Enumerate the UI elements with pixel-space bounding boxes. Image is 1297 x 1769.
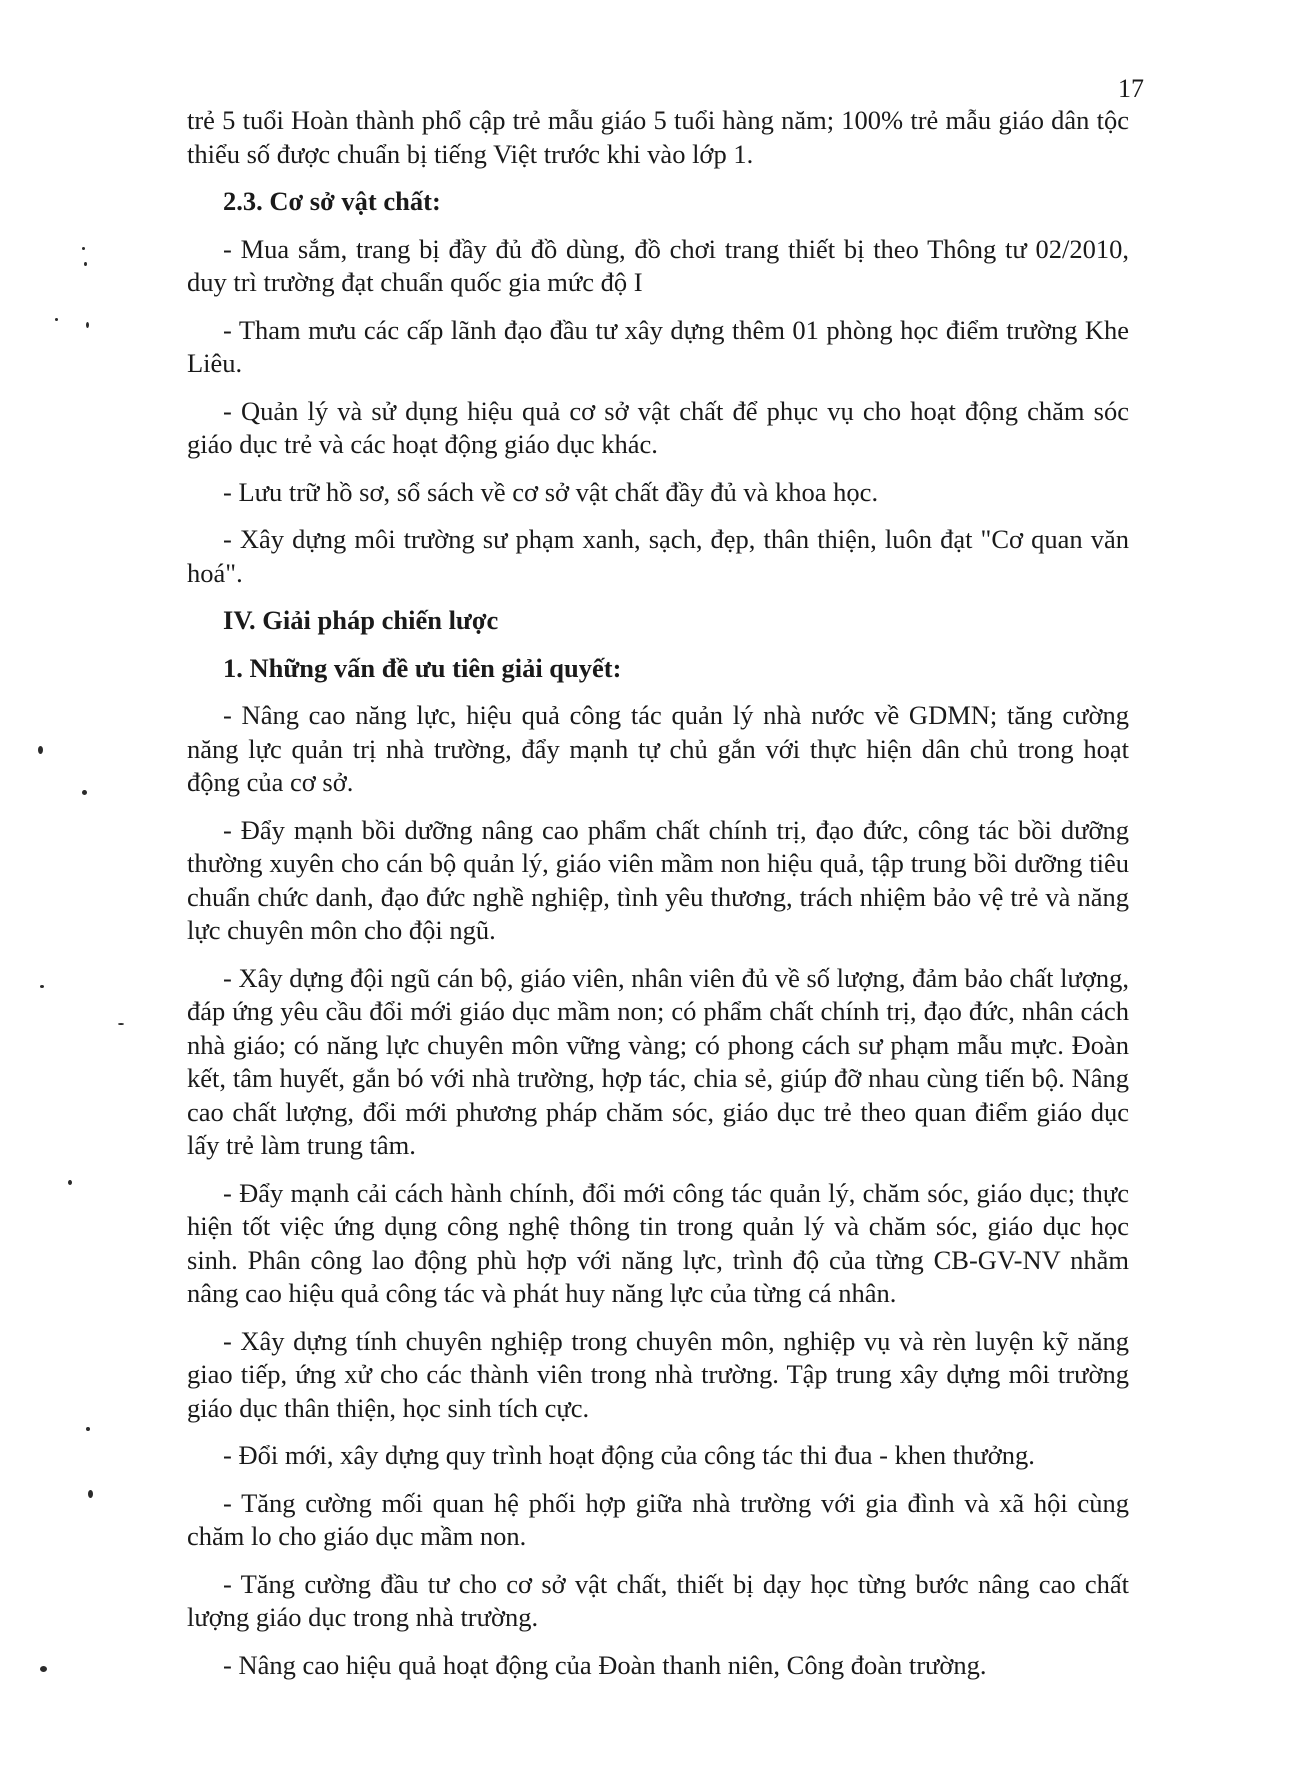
paragraph-equipment: - Mua sắm, trang bị đầy đủ đồ dùng, đồ chơi trang thiết bị theo Thông tư 02/2010, duy trì trường đạt chuẩn quốc gia mức độ I [187, 233, 1129, 297]
scan-speck [84, 262, 87, 266]
paragraph-classroom: - Tham mưu các cấp lãnh đạo đầu tư xây dựng thêm 01 phòng học điểm trường Khe Liêu. [187, 314, 1129, 378]
scan-speck [68, 1180, 72, 1185]
paragraph-investment: - Tăng cường đầu tư cho cơ sở vật chất, thiết bị dạy học từng bước nâng cao chất lượng giáo dục trong nhà trường. [187, 1568, 1129, 1632]
paragraph-admin-reform: - Đẩy mạnh cải cách hành chính, đổi mới công tác quản lý, chăm sóc, giáo dục; thực hiện tốt việc ứng dụng công nghệ thông tin trong quản lý và chăm sóc, giáo dục học sinh. Phân công lao động phù hợp với năng lực, trình độ của từng CB-GV-NV nhằm nâng cao hiệu quả công tác và phát huy năng lực của từng cá nhân. [187, 1177, 1129, 1308]
document-body [187, 104, 1129, 1696]
scan-speck [82, 790, 87, 795]
paragraph-records: - Lưu trữ hồ sơ, sổ sách về cơ sở vật chất đầy đủ và khoa học. [223, 476, 879, 507]
scan-speck [86, 1427, 90, 1431]
scan-speck [38, 746, 43, 754]
scan-speck [40, 985, 44, 988]
section-heading-2-3: 2.3. Cơ sở vật chất: [223, 186, 441, 216]
paragraph-facility-use: - Quản lý và sử dụng hiệu quả cơ sở vật chất để phục vụ cho hoạt động chăm sóc giáo dục trẻ và các hoạt động giáo dục khác. [187, 395, 1129, 459]
section-heading-1: 1. Những vấn đề ưu tiên giải quyết: [223, 652, 622, 683]
section-heading-iv: IV. Giải pháp chiến lược [223, 605, 499, 635]
scan-speck [118, 1023, 124, 1025]
paragraph-cooperation: - Tăng cường mối quan hệ phối hợp giữa nhà trường với gia đình và xã hội cùng chăm lo cho giáo dục mầm non. [187, 1487, 1129, 1551]
scan-speck [55, 318, 58, 321]
paragraph-management: - Nâng cao năng lực, hiệu quả công tác quản lý nhà nước về GDMN; tăng cường năng lực quản trị nhà trường, đẩy mạnh tự chủ gắn với thực hiện dân chủ trong hoạt động của cơ sở. [187, 700, 1129, 797]
paragraph-professionalism: - Xây dựng tính chuyên nghiệp trong chuyên môn, nghiệp vụ và rèn luyện kỹ năng giao tiếp, ứng xử cho các thành viên trong nhà trường. Tập trung xây dựng môi trường giáo dục thân thiện, học sinh tích cực. [187, 1325, 1129, 1423]
page-number: 17 [1118, 74, 1144, 103]
scan-speck [86, 322, 89, 328]
paragraph-staff: - Xây dựng đội ngũ cán bộ, giáo viên, nhân viên đủ về số lượng, đảm bảo chất lượng, đáp ứng yêu cầu đổi mới giáo dục mầm non; có phẩm chất chính trị, đạo đức, nhân cách nhà giáo; có năng lực chuyên môn vững vàng; có phong cách sư phạm mẫu mực. Đoàn kết, tâm huyết, gắn bó với nhà trường, hợp tác, chia sẻ, giúp đỡ nhau cùng tiến bộ. Nâng cao chất lượng, đổi mới phương pháp chăm sóc, giáo dục trẻ theo quan điểm giáo dục lấy trẻ làm trung tâm. [187, 962, 1129, 1160]
scan-speck [82, 247, 85, 250]
paragraph-continuation: trẻ 5 tuổi Hoàn thành phổ cập trẻ mẫu giáo 5 tuổi hàng năm; 100% trẻ mẫu giáo dân tộc thiểu số được chuẩn bị tiếng Việt trước khi vào lớp 1. [187, 105, 1129, 169]
paragraph-unions: - Nâng cao hiệu quả hoạt động của Đoàn thanh niên, Công đoàn trường. [223, 1649, 987, 1680]
paragraph-emulation: - Đổi mới, xây dựng quy trình hoạt động của công tác thi đua - khen thưởng. [223, 1440, 1035, 1470]
scan-speck [40, 1666, 47, 1672]
paragraph-environment: - Xây dựng môi trường sư phạm xanh, sạch, đẹp, thân thiện, luôn đạt "Cơ quan văn hoá". [187, 524, 1129, 588]
scan-speck [88, 1490, 93, 1498]
paragraph-training: - Đẩy mạnh bồi dưỡng nâng cao phẩm chất chính trị, đạo đức, công tác bồi dưỡng thường xuyên cho cán bộ quản lý, giáo viên mầm non hiệu quả, tập trung bồi dưỡng tiêu chuẩn chức danh, đạo đức nghề nghiệp, tình yêu thương, trách nhiệm bảo vệ trẻ và năng lực chuyên môn cho đội ngũ. [187, 814, 1129, 945]
